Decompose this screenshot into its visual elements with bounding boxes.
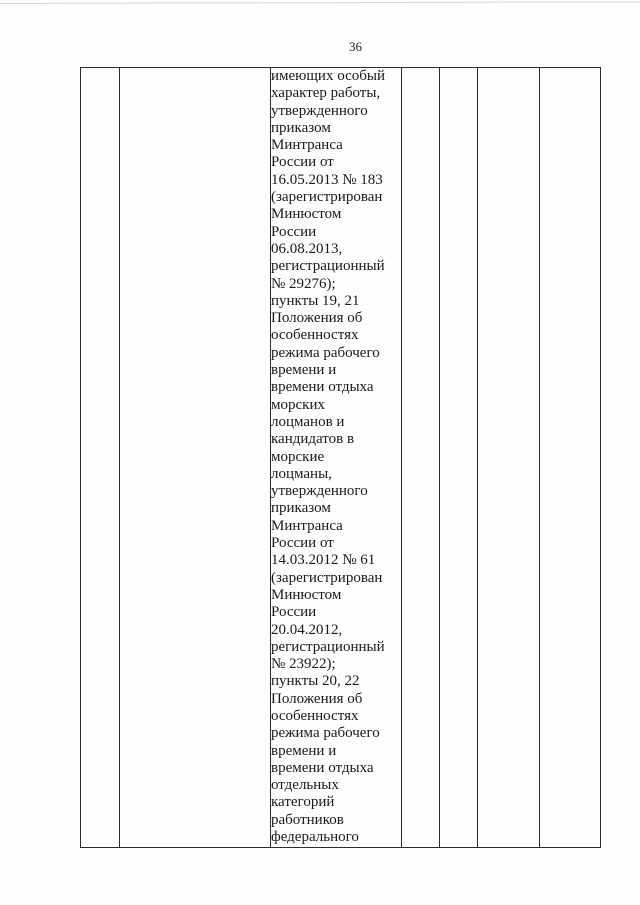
text-line: категорий <box>271 794 335 811</box>
text-line: характер работы, <box>271 85 381 102</box>
text-line: утвержденного <box>271 102 368 119</box>
text-line: России <box>271 223 317 240</box>
text-line: пункты 20, 22 <box>271 673 360 690</box>
cell-text <box>271 68 401 846</box>
text-line: кандидатов в <box>271 431 355 448</box>
text-line: времени и <box>271 742 337 759</box>
text-line: Минюстом <box>271 206 342 223</box>
table-row <box>81 68 601 848</box>
text-line: Минтранса <box>271 517 343 534</box>
text-line: времени и <box>271 362 337 379</box>
text-line: утвержденного <box>271 483 368 500</box>
text-line: регистрационный <box>271 258 385 275</box>
document-table <box>80 67 601 848</box>
text-line: России от <box>271 535 334 552</box>
text-line: лоцманы, <box>271 465 332 482</box>
text-line: 20.04.2012, <box>271 621 343 638</box>
table-cell-col-3 <box>271 68 402 848</box>
text-line: России от <box>271 154 334 171</box>
text-line: работников <box>271 811 344 828</box>
text-line: времени отдыха <box>271 379 374 396</box>
table-cell-col-7 <box>540 68 601 848</box>
text-line: морских <box>271 396 325 413</box>
text-line: федерального <box>271 829 359 846</box>
table-cell-col-6 <box>478 68 540 848</box>
text-line: морские <box>271 448 325 465</box>
text-line: регистрационный <box>271 638 385 655</box>
text-line: режима рабочего <box>271 725 380 742</box>
text-line: особенностях <box>271 707 359 724</box>
text-line: 16.05.2013 № 183 <box>271 171 383 188</box>
text-line: режима рабочего <box>271 344 380 361</box>
scan-edge-line <box>0 1 640 4</box>
text-line: № 23922); <box>271 656 336 673</box>
text-line: 14.03.2012 № 61 <box>271 552 376 569</box>
text-line: Минтранса <box>271 137 343 154</box>
text-line: имеющих особый <box>271 68 385 84</box>
text-line: приказом <box>271 119 331 136</box>
text-line: Положения об <box>271 310 363 327</box>
table-cell-col-2 <box>120 68 271 848</box>
text-line: приказом <box>271 500 331 517</box>
text-line: (зарегистрирован <box>271 569 383 586</box>
text-line: времени отдыха <box>271 759 374 776</box>
table-cell-col-4 <box>402 68 440 848</box>
text-line: России <box>271 604 317 621</box>
table-cell-col-1 <box>81 68 120 848</box>
text-line: отдельных <box>271 777 339 794</box>
text-line: особенностях <box>271 327 359 344</box>
text-line: № 29276); <box>271 275 336 292</box>
table-cell-col-5 <box>440 68 478 848</box>
page-number: 36 <box>349 39 362 54</box>
text-line: лоцманов и <box>271 413 345 430</box>
text-line: пункты 19, 21 <box>271 292 360 309</box>
text-line: (зарегистрирован <box>271 189 383 206</box>
text-line: Минюстом <box>271 586 342 603</box>
text-line: Положения об <box>271 690 363 707</box>
text-line: 06.08.2013, <box>271 240 343 257</box>
